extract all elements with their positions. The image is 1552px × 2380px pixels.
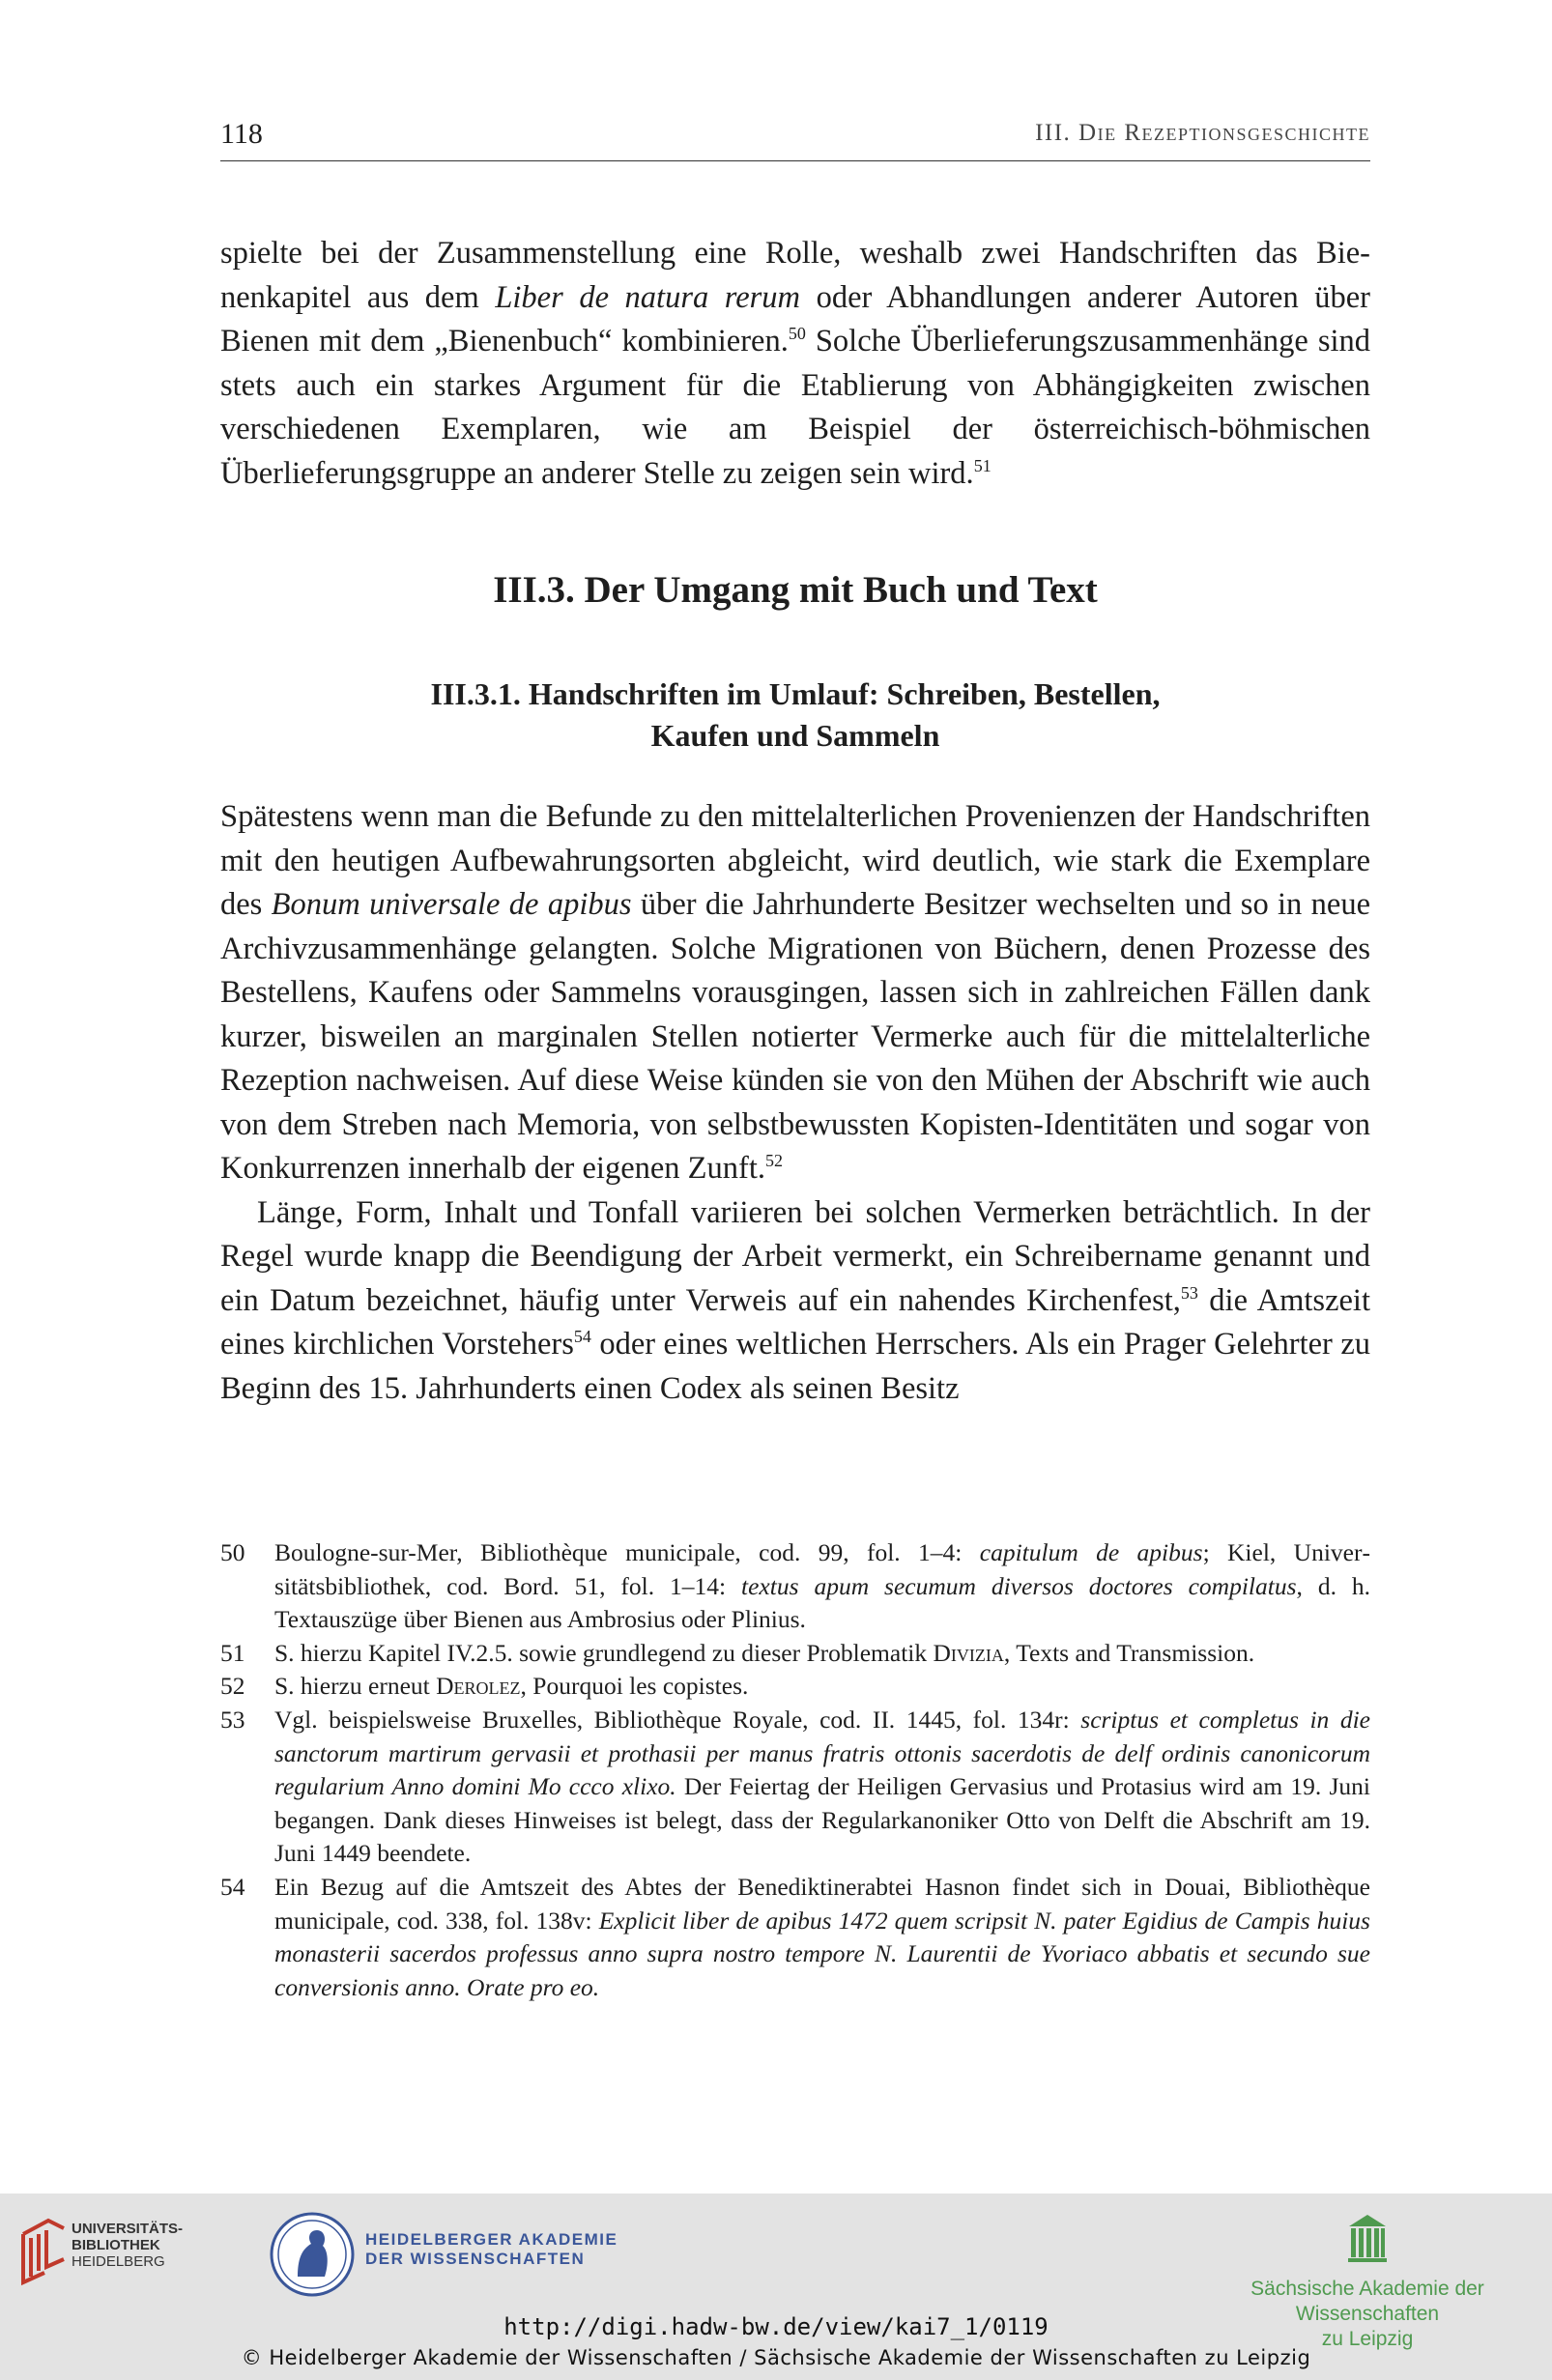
hadw-seal-icon[interactable] bbox=[269, 2211, 356, 2298]
footnote-51: 51 S. hierzu Kapitel IV.2.5. sowie grundlegend zu dieser Problematik Divizia, Texts and Transmission. bbox=[220, 1638, 1255, 1667]
paragraph-2: Spätestens wenn man die Befunde zu den mittelalterlichen Provenienzen der Handschriften mit den heutigen Aufbewahrungsorten abgleicht, wird deutlich, wie stark die Exemplare des Bonum universale de apibus über die Jahrhunderte Besitzer wechselten und so in neue Archivzusammenhänge gelangten. Solche Migrationen von Büchern, denen Prozesse des Bestellens, Kaufens oder Sammelns vorausgingen, lassen sich in zahlreichen Fällen dank kurzer, bisweilen an marginalen Stellen notierter Vermerke auch für die mittelalterliche Rezeption nachweisen. Auf diese Weise künden sie von den Mühen der Abschrift wie auch von dem Streben nach Memoria, von selbstbewussten Kopisten-Identitäten und sogar von Konkurrenzen innerhalb der eigenen Zunft.$^{52}$ bbox=[220, 799, 1370, 1186]
paragraph-1: spielte bei der Zusammenstellung eine Rolle, weshalb zwei Handschriften das Bienenkapitel aus dem Liber de natura rerum oder Abhandlungen anderer Autoren über Bienen mit dem „Bienenbuch“ kombinieren.$^{50}$ Solche Überlieferungszusammenhänge sind stets auch ein starkes Argument für die Etablierung von Abhängigkeiten zwischen verschiedenen Exemplaren, wie am Beispiel der österreichisch-böhmischen Überlieferungsgruppe an anderer Stelle zu zeigen sein wird.$^{51}$ bbox=[220, 236, 1371, 491]
permalink-url[interactable]: http://digi.hadw-bw.de/view/kai7_1/0119 bbox=[503, 2313, 1049, 2340]
footnote-50: 50 Boulogne-sur-Mer, Bibliothèque municipale, cod. 99, fol. 1–4: capitulum de apibus; Kiel, Universitätsbibliothek, cod. Bord. 51, fol. 1–14: textus apum secumum diversos doctores compilatus, d. h. Textauszüge über Bienen aus Ambrosius oder Plinius. bbox=[220, 1538, 1371, 1634]
footnote-ref-52[interactable]: 52 bbox=[765, 1151, 784, 1171]
running-section-title: III. Die Rezeptionsgeschichte bbox=[1035, 120, 1370, 146]
footnote-ref-54[interactable]: 54 bbox=[573, 1327, 591, 1347]
footnote-52: 52 S. hierzu erneut Derolez, Pourquoi les copistes. bbox=[220, 1672, 749, 1701]
footnotes bbox=[220, 1536, 1370, 2004]
ub-logo-text: UNIVERSITÄTS- BIBLIOTHEK HEIDELBERG bbox=[72, 2221, 184, 2270]
paragraph-2-3 bbox=[220, 795, 1370, 1411]
running-head bbox=[220, 114, 1370, 161]
section-heading: III.3. Der Umgang mit Buch und Text bbox=[493, 569, 1098, 611]
digitization-banner bbox=[0, 2194, 1552, 2380]
page-number: 118 bbox=[220, 118, 263, 150]
footnote-ref-53[interactable]: 53 bbox=[1180, 1282, 1198, 1303]
subsection-heading: III.3.1. Handschriften im Umlauf: Schreiben, Bestellen, Kaufen und Sammeln bbox=[430, 676, 1161, 753]
footnote-ref-51[interactable]: 51 bbox=[973, 455, 992, 475]
paragraph-3: Länge, Form, Inhalt und Tonfall variieren bei solchen Vermerken beträchtlich. In der Regel wurde knapp die Beendigung der Arbeit vermerkt, ein Schreibername genannt und ein Datum bezeichnet, häufig unter Verweis auf ein nahendes Kirchenfest,$^{53}$ die Amtszeit eines kirchlichen Vorstehers$^{54}$ oder eines weltlichen Herrschers. Als ein Prager Gelehrter zu Beginn des 15. Jahrhunderts einen Codex als seinen Besitz bbox=[220, 1194, 1370, 1406]
hadw-logo-text: HEIDELBERGER AKADEMIE DER WISSENSCHAFTEN bbox=[365, 2230, 618, 2268]
footnote-54: 54 Ein Bezug auf die Amtszeit des Abtes der Benediktinerabtei Hasnon findet sich in Douai, Bibliothèque municipale, cod. 338, fol. 138v: Explicit liber de apibus 1472 quem scripsit N. pater Egidius de Campis huius monasterii sacerdos professus anno supra nostro tempore N. Laurentii de Yvoriaco abbatis et secundo sue conversionis anno. Orate pro eo. bbox=[220, 1872, 1370, 2001]
footnote-53: 53 Vgl. beispielsweise Bruxelles, Bibliothèque Royale, cod. II. 1445, fol. 134r: scriptus et completus in die sanctorum martirum gervasii et prothasii per manus fratris ottonis sacerdotis de delf ordinis canonicorum regularium Anno domini Mo ccco xlixo. Der Feiertag der Heiligen Gervasius und Protasius wird am 19. Juni begangen. Dank dieses Hinweises ist belegt, dass der Regularkanoniker Otto von Delft die Abschrift am 19. Juni 1449 beendete. bbox=[220, 1705, 1370, 1868]
footnote-ref-50[interactable]: 50 bbox=[788, 324, 806, 344]
saw-building-icon[interactable] bbox=[1347, 2213, 1388, 2263]
copyright-notice: © Heidelberger Akademie der Wissenschaften / Sächsische Akademie der Wissenschaften zu Leipzig bbox=[241, 2346, 1311, 2369]
saw-logo-text: Sächsische Akademie der Wissenschaften zu Leipzig bbox=[1250, 2278, 1484, 2350]
